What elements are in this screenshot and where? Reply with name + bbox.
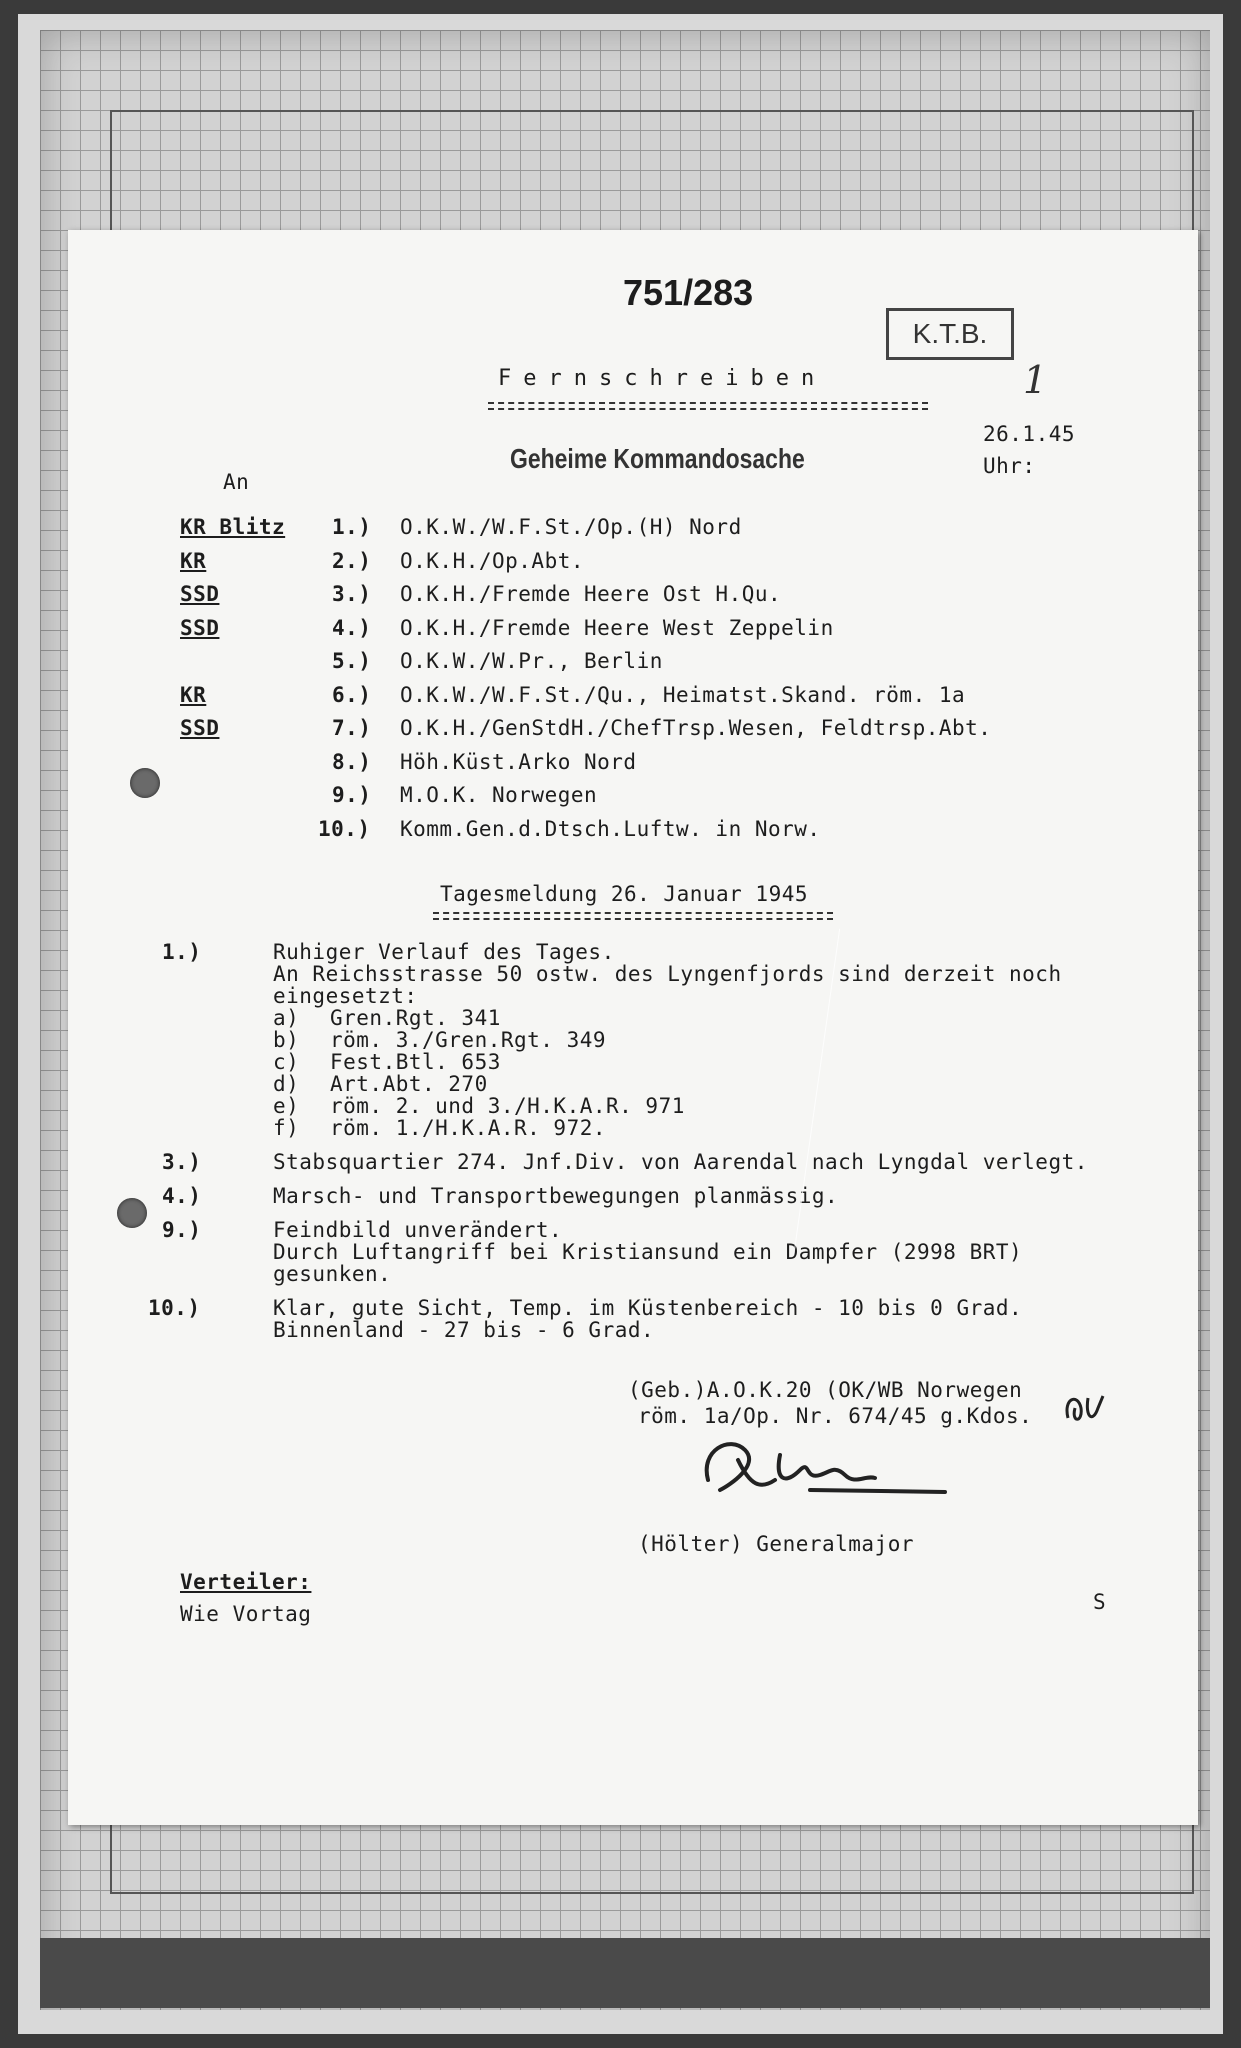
- handwritten-page-number: 1: [1023, 358, 1048, 402]
- recipient-address: Komm.Gen.d.Dtsch.Luftw. in Norw.: [400, 816, 821, 841]
- recipient-number: 9.): [332, 783, 372, 807]
- item-line: Marsch- und Transportbewegungen planmässig.: [273, 1184, 839, 1208]
- report-title: Tagesmeldung 26. Januar 1945: [440, 882, 809, 906]
- item-number: 1.): [162, 940, 202, 964]
- recipient-priority: SSD: [180, 716, 220, 740]
- recipient-address: O.K.W./W.Pr., Berlin: [400, 649, 663, 673]
- recipient-address: O.K.H./Op.Abt.: [400, 548, 585, 573]
- recipient-priority: KR: [180, 548, 207, 573]
- telegram-title: Fernschreiben: [498, 366, 827, 391]
- recipient-number: 6.): [332, 682, 372, 707]
- distribution-label: Verteiler:: [180, 1570, 312, 1594]
- recipient-priority: KR Blitz: [180, 515, 286, 539]
- recipient-number: 1.): [332, 515, 372, 539]
- recipient-number: 7.): [332, 716, 372, 740]
- item-line: Durch Luftangriff bei Kristiansund ein Dampfer (2998 BRT): [273, 1240, 1023, 1264]
- recipient-number: 2.): [332, 548, 372, 573]
- title-underline: [488, 402, 928, 410]
- item-line: Stabsquartier 274. Jnf.Div. von Aarendal nach Lyngdal verlegt.: [273, 1150, 1088, 1174]
- sender-line-2: röm. 1a/Op. Nr. 674/45 g.Kdos.: [638, 1404, 1033, 1428]
- sender-line-1: (Geb.)A.O.K.20 (OK/WB Norwegen: [628, 1378, 1023, 1402]
- item-line: eingesetzt:: [273, 984, 418, 1008]
- item-number: 10.): [148, 1296, 201, 1320]
- to-label: An: [223, 470, 250, 494]
- sub-item-text: röm. 3./Gren.Rgt. 349: [330, 1028, 607, 1052]
- sub-item-letter: e): [273, 1094, 300, 1118]
- sub-item-letter: a): [273, 1006, 300, 1030]
- sub-item-text: Fest.Btl. 653: [330, 1050, 501, 1074]
- recipient-number: 3.): [332, 582, 372, 606]
- recipient-priority: KR: [180, 682, 207, 707]
- sub-item-letter: f): [273, 1116, 300, 1140]
- footer-initial: S: [1093, 1590, 1107, 1614]
- recipient-address: O.K.H./Fremde Heere Ost H.Qu.: [400, 582, 782, 606]
- item-line: gesunken.: [273, 1262, 392, 1286]
- report-title-underline: [433, 912, 833, 920]
- recipient-address: O.K.W./W.F.St./Op.(H) Nord: [400, 515, 742, 539]
- sub-item-letter: d): [273, 1072, 300, 1096]
- serial-number: 751/283: [623, 272, 754, 313]
- sub-item-letter: c): [273, 1050, 300, 1074]
- recipient-address: M.O.K. Norwegen: [400, 783, 598, 807]
- classification-stamp: Geheime Kommandosache: [510, 443, 805, 474]
- telegram-document: [68, 230, 1198, 1825]
- item-line: Binnenland - 27 bis - 6 Grad.: [273, 1318, 655, 1342]
- punch-hole-top: [130, 768, 160, 798]
- bottom-dark-strip: [40, 1938, 1210, 2008]
- item-line: Feindbild unverändert.: [273, 1218, 563, 1242]
- sub-item-text: Gren.Rgt. 341: [330, 1006, 501, 1030]
- recipient-address: O.K.H./Fremde Heere West Zeppelin: [400, 615, 834, 640]
- sub-item-letter: b): [273, 1028, 300, 1052]
- recipient-number: 8.): [332, 749, 372, 774]
- handwritten-initial: [1063, 1388, 1113, 1428]
- handwritten-signature: [690, 1430, 950, 1510]
- recipient-address: O.K.H./GenStdH./ChefTrsp.Wesen, Feldtrsp.Abt.: [400, 716, 992, 740]
- recipient-address: O.K.W./W.F.St./Qu., Heimatst.Skand. röm. 1a: [400, 682, 966, 707]
- distribution-value: Wie Vortag: [180, 1602, 312, 1626]
- recipient-number: 4.): [332, 615, 372, 640]
- recipient-priority: SSD: [180, 582, 220, 606]
- sub-item-text: röm. 2. und 3./H.K.A.R. 971: [330, 1094, 685, 1118]
- item-line: An Reichsstrasse 50 ostw. des Lyngenfjords sind derzeit noch: [273, 962, 1062, 986]
- item-number: 4.): [162, 1184, 202, 1208]
- sub-item-text: Art.Abt. 270: [330, 1072, 488, 1096]
- recipient-number: 10.): [318, 816, 371, 841]
- time-label: Uhr:: [983, 454, 1036, 478]
- document-date: 26.1.45: [983, 422, 1076, 446]
- item-number: 3.): [162, 1150, 202, 1174]
- recipient-number: 5.): [332, 649, 372, 673]
- ktb-stamp: K.T.B.: [886, 308, 1014, 360]
- item-line: Klar, gute Sicht, Temp. im Küstenbereich - 10 bis 0 Grad.: [273, 1296, 1023, 1320]
- signatory-name: (Hölter) Generalmajor: [638, 1532, 915, 1556]
- punch-hole-bottom: [117, 1198, 147, 1228]
- item-number: 9.): [162, 1218, 202, 1242]
- item-line: Ruhiger Verlauf des Tages.: [273, 940, 615, 964]
- sub-item-text: röm. 1./H.K.A.R. 972.: [330, 1116, 607, 1140]
- recipient-address: Höh.Küst.Arko Nord: [400, 749, 637, 774]
- recipient-priority: SSD: [180, 615, 220, 640]
